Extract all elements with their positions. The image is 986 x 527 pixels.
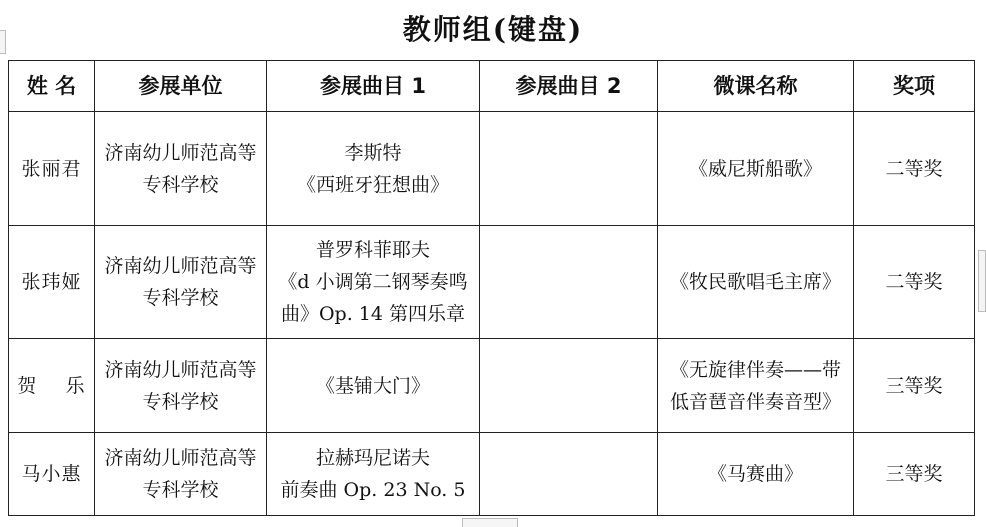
cell-award: 二等奖 bbox=[854, 112, 975, 226]
cell-name: 张丽君 bbox=[9, 112, 95, 226]
table-row bbox=[9, 226, 975, 339]
cell-name: 张玮娅 bbox=[9, 226, 95, 339]
cell-unit: 济南幼儿师范高等 专科学校 bbox=[95, 226, 267, 339]
right-resize-handle[interactable] bbox=[978, 250, 986, 312]
cell-piece-1: 普罗科菲耶夫 《d 小调第二钢琴奏鸣 曲》Op. 14 第四乐章 bbox=[267, 226, 480, 339]
table-header-row bbox=[9, 61, 975, 112]
cell-unit: 济南幼儿师范高等 专科学校 bbox=[95, 433, 267, 516]
column-header-micro-course: 微课名称 bbox=[658, 61, 854, 112]
cell-name: 马小惠 bbox=[9, 433, 95, 516]
column-header-piece-1: 参展曲目 1 bbox=[267, 61, 480, 112]
page-title: 教师组(键盘) bbox=[402, 13, 584, 46]
cell-piece-2 bbox=[480, 226, 658, 339]
cell-award: 二等奖 bbox=[854, 226, 975, 339]
cell-piece-2 bbox=[480, 112, 658, 226]
table-row bbox=[9, 339, 975, 433]
cell-micro-course: 《马赛曲》 bbox=[658, 433, 854, 516]
cell-name: 贺 乐 bbox=[9, 339, 95, 433]
cell-award: 三等奖 bbox=[854, 339, 975, 433]
cell-piece-1: 拉赫玛尼诺夫 前奏曲 Op. 23 No. 5 bbox=[267, 433, 480, 516]
column-header-award: 奖项 bbox=[854, 61, 975, 112]
cell-piece-2 bbox=[480, 339, 658, 433]
cell-micro-course: 《威尼斯船歌》 bbox=[658, 112, 854, 226]
cell-micro-course: 《牧民歌唱毛主席》 bbox=[658, 226, 854, 339]
awards-table bbox=[8, 60, 975, 516]
cell-piece-1: 《基铺大门》 bbox=[267, 339, 480, 433]
column-header-piece-2: 参展曲目 2 bbox=[480, 61, 658, 112]
table-row bbox=[9, 112, 975, 226]
cell-award: 三等奖 bbox=[854, 433, 975, 516]
column-header-name: 姓 名 bbox=[9, 61, 95, 112]
cell-micro-course: 《无旋律伴奏——带 低音琶音伴奏音型》 bbox=[658, 339, 854, 433]
left-resize-handle[interactable] bbox=[0, 30, 6, 54]
cell-unit: 济南幼儿师范高等 专科学校 bbox=[95, 339, 267, 433]
cell-unit: 济南幼儿师范高等 专科学校 bbox=[95, 112, 267, 226]
cell-piece-2 bbox=[480, 433, 658, 516]
cell-piece-1: 李斯特 《西班牙狂想曲》 bbox=[267, 112, 480, 226]
table-row bbox=[9, 433, 975, 516]
column-header-unit: 参展单位 bbox=[95, 61, 267, 112]
